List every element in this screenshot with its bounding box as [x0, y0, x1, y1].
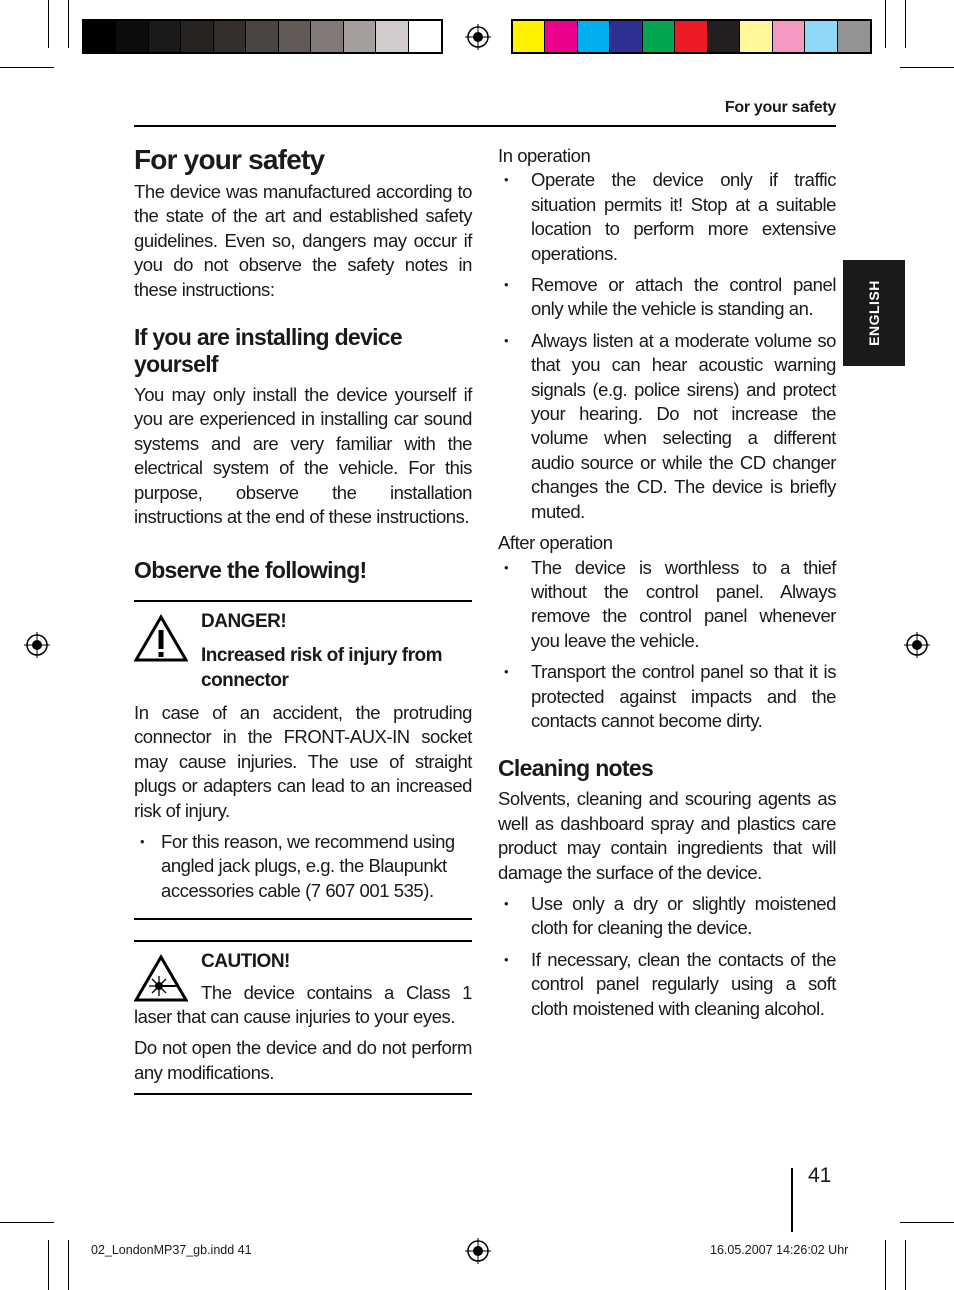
danger-text: In case of an accident, the protruding connector in the FRONT-AUX-IN socket may cause injuries. The use of straight plugs or adapters can lead to an increased risk of injury. [134, 701, 472, 821]
operation-list [498, 168, 836, 524]
left-column [134, 140, 472, 1095]
cleaning-paragraph: Solvents, cleaning and scouring agents as well as dashboard spray and plastics care product may contain ingredients that will damage the surface of the device. [498, 788, 836, 883]
in-operation-label: In operation [498, 145, 591, 166]
caution-text-1: The device contains a Class 1 laser that can cause injuries to your eyes. [134, 981, 472, 1027]
color-swatch [773, 21, 805, 52]
caution-label: CAUTION! [201, 951, 290, 973]
list-item: • Transport the control panel so that it is protected against impacts and the contacts cannot become dirty. [498, 660, 836, 733]
cleaning-list [498, 892, 836, 1021]
color-swatch [708, 21, 740, 52]
list-item: • The device is worthless to a thief without the control panel. Always remove the control panel whenever you leave the vehicle. [498, 556, 836, 654]
danger-subtitle: Increased risk of injury from connector [201, 644, 443, 691]
list-item: • If necessary, clean the contacts of the control panel regularly using a soft cloth moistened with cleaning alcohol. [498, 948, 836, 1021]
color-swatch [513, 21, 545, 52]
crop-mark [900, 1222, 954, 1223]
crop-mark [885, 0, 886, 48]
caution-box [134, 940, 472, 1095]
crop-mark [68, 1240, 69, 1290]
registration-mark-icon [904, 632, 930, 658]
observe-heading: Observe the following! [134, 557, 367, 584]
caution-header [134, 950, 472, 974]
grayscale-bar [82, 19, 443, 54]
language-tab-label: ENGLISH [866, 280, 882, 346]
color-swatch [838, 21, 870, 52]
install-heading: If you are installing device yourself [134, 324, 402, 378]
crop-mark [0, 1222, 54, 1223]
crop-mark [885, 1240, 886, 1290]
color-swatch [675, 21, 707, 52]
color-swatch [181, 21, 213, 52]
color-swatch [376, 21, 408, 52]
list-item: • Remove or attach the control panel only while the vehicle is standing an. [498, 273, 836, 322]
list-item: • Use only a dry or slightly moistened cloth for cleaning the device. [498, 892, 836, 941]
after-operation-label: After operation [498, 532, 613, 554]
page-number-rule [791, 1168, 793, 1232]
header-rule [134, 125, 836, 127]
crop-mark [48, 0, 49, 48]
color-swatch [578, 21, 610, 52]
warning-triangle-icon [134, 614, 188, 662]
slug-left: 02_LondonMP37_gb.indd 41 [91, 1243, 252, 1257]
crop-mark [68, 0, 69, 48]
page-number: 41 [808, 1164, 832, 1187]
language-tab [843, 260, 905, 366]
list-item: • Operate the device only if traffic situation permits it! Stop at a suitable location to perform more extensive operations. [498, 168, 836, 266]
crop-mark [0, 67, 54, 68]
list-item: • For this reason, we recommend using angled jack plugs, e.g. the Blaupunkt accessories cable (7 607 001 535). [134, 830, 472, 903]
install-paragraph: You may only install the device yourself if you are experienced in installing car sound systems and are very familiar with the electrical system of the vehicle. For this purpose, observe the installation instructions at the end of these instructions. [134, 384, 472, 528]
color-swatch [246, 21, 278, 52]
color-swatch [643, 21, 675, 52]
color-swatch [409, 21, 441, 52]
caution-text-2: Do not open the device and do not perform any modifications. [134, 1037, 472, 1083]
color-swatch [149, 21, 181, 52]
color-swatch [545, 21, 577, 52]
danger-box [134, 600, 472, 920]
list-item: • Always listen at a moderate volume so that you can hear acoustic warning signals (e.g. police sirens) and protect your hearing. Do not increase the volume when selecting a different audio source or while the CD changer changes the CD. The device is briefly muted. [498, 329, 836, 524]
registration-mark-icon [24, 632, 50, 658]
color-swatch [610, 21, 642, 52]
crop-mark [900, 67, 954, 68]
cleaning-heading: Cleaning notes [498, 755, 654, 782]
color-swatch [84, 21, 116, 52]
intro-paragraph: The device was manufactured according to the state of the art and established safety guidelines. Even so, dangers may occur if you do not observe the safety notes in these instructions: [134, 181, 472, 300]
right-column [498, 144, 836, 1028]
danger-header [134, 610, 472, 692]
registration-mark-icon [465, 1238, 491, 1264]
page-title: For your safety [134, 144, 325, 175]
color-swatch [344, 21, 376, 52]
after-operation-list [498, 556, 836, 734]
laser-warning-icon [134, 954, 188, 1002]
color-swatch [214, 21, 246, 52]
crop-mark [905, 1240, 906, 1290]
danger-bullet-list [134, 830, 472, 903]
color-swatch [740, 21, 772, 52]
color-bar [511, 19, 872, 54]
running-head: For your safety [724, 99, 836, 116]
color-swatch [116, 21, 148, 52]
color-swatch [311, 21, 343, 52]
crop-mark [48, 1240, 49, 1290]
color-swatch [279, 21, 311, 52]
slug-right: 16.05.2007 14:26:02 Uhr [710, 1243, 849, 1257]
crop-mark [905, 0, 906, 48]
registration-mark-icon [465, 24, 491, 50]
color-swatch [805, 21, 837, 52]
danger-label: DANGER! [201, 611, 287, 633]
